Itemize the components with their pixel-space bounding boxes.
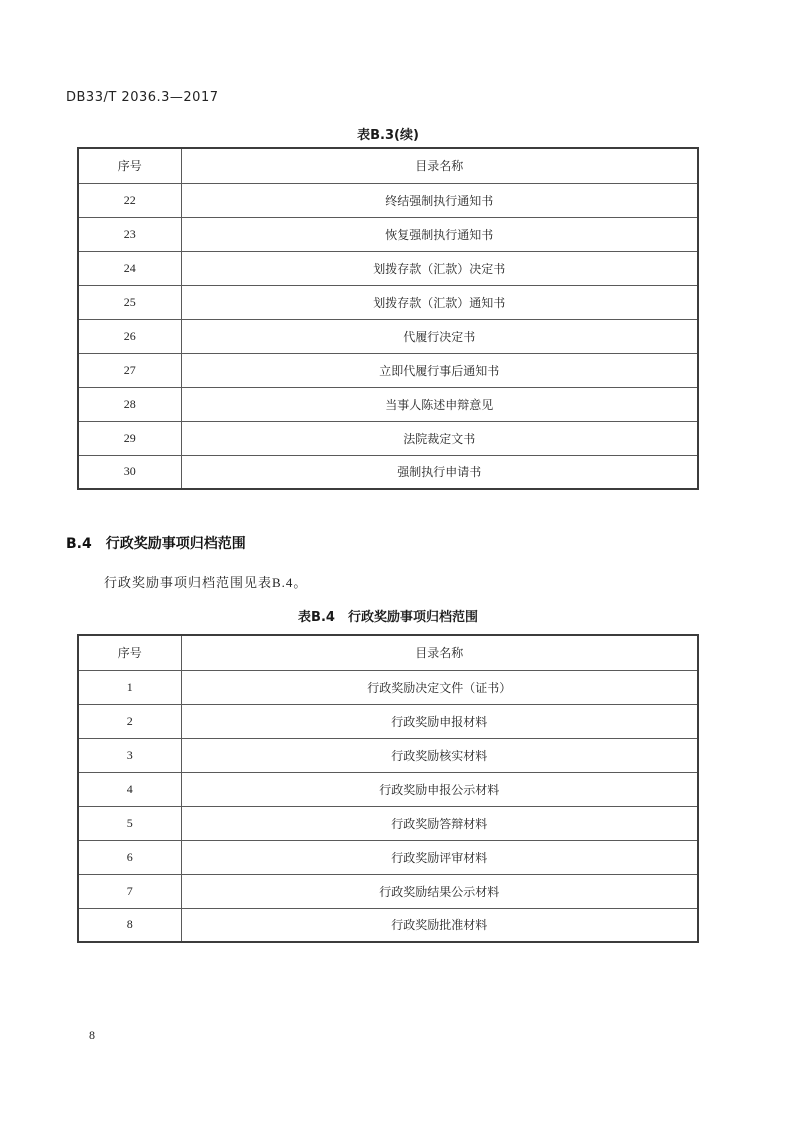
row-name-cell: 强制执行申请书	[181, 455, 698, 489]
row-name-cell: 行政奖励申报材料	[181, 704, 698, 738]
table-row	[78, 421, 698, 455]
table-row	[78, 806, 698, 840]
table-row	[78, 874, 698, 908]
document-code: DB33/T 2036.3—2017	[66, 90, 219, 105]
row-name-cell: 行政奖励结果公示材料	[181, 874, 698, 908]
row-name-cell: 行政奖励决定文件（证书）	[181, 670, 698, 704]
row-name-cell: 行政奖励申报公示材料	[181, 772, 698, 806]
table-b4	[77, 634, 699, 943]
table-row	[78, 285, 698, 319]
row-name-cell: 行政奖励评审材料	[181, 840, 698, 874]
row-number-cell: 3	[78, 738, 181, 772]
table-b3	[77, 147, 699, 490]
table-row	[78, 772, 698, 806]
row-name-cell: 立即代履行事后通知书	[181, 353, 698, 387]
row-name-cell: 恢复强制执行通知书	[181, 217, 698, 251]
row-number-cell: 24	[78, 251, 181, 285]
row-name-cell: 行政奖励批准材料	[181, 908, 698, 942]
row-number-cell: 5	[78, 806, 181, 840]
section-b4-paragraph: 行政奖励事项归档范围见表B.4。	[104, 575, 308, 590]
row-number-cell: 6	[78, 840, 181, 874]
table-header-row	[78, 635, 698, 670]
table-row	[78, 670, 698, 704]
row-number-cell: 8	[78, 908, 181, 942]
row-number-cell: 7	[78, 874, 181, 908]
table-row	[78, 353, 698, 387]
table-b4-title: 表B.4 行政奖励事项归档范围	[298, 610, 478, 625]
row-name-cell: 划拨存款（汇款）决定书	[181, 251, 698, 285]
row-number-cell: 30	[78, 455, 181, 489]
row-name-cell: 法院裁定文书	[181, 421, 698, 455]
section-b4-heading	[66, 533, 246, 553]
row-name-cell: 行政奖励核实材料	[181, 738, 698, 772]
section-b4-heading-text: 行政奖励事项归档范围	[105, 536, 246, 552]
row-number-cell: 25	[78, 285, 181, 319]
row-name-cell: 当事人陈述申辩意见	[181, 387, 698, 421]
row-name-cell: 代履行决定书	[181, 319, 698, 353]
table-row	[78, 387, 698, 421]
row-number-cell: 27	[78, 353, 181, 387]
row-name-cell: 划拨存款（汇款）通知书	[181, 285, 698, 319]
table-header-row	[78, 148, 698, 183]
row-number-cell: 1	[78, 670, 181, 704]
table-row	[78, 455, 698, 489]
column-header-name: 目录名称	[181, 148, 698, 183]
row-number-cell: 23	[78, 217, 181, 251]
table-row	[78, 319, 698, 353]
row-number-cell: 28	[78, 387, 181, 421]
column-header-number: 序号	[78, 148, 181, 183]
page-number: 8	[89, 1028, 95, 1042]
column-header-name: 目录名称	[181, 635, 698, 670]
table-row	[78, 738, 698, 772]
row-number-cell: 26	[78, 319, 181, 353]
table-row	[78, 908, 698, 942]
row-name-cell: 终结强制执行通知书	[181, 183, 698, 217]
table-row	[78, 183, 698, 217]
row-name-cell: 行政奖励答辩材料	[181, 806, 698, 840]
section-b4-number: B.4	[66, 536, 92, 552]
table-row	[78, 251, 698, 285]
row-number-cell: 2	[78, 704, 181, 738]
table-row	[78, 840, 698, 874]
row-number-cell: 22	[78, 183, 181, 217]
row-number-cell: 4	[78, 772, 181, 806]
table-row	[78, 704, 698, 738]
row-number-cell: 29	[78, 421, 181, 455]
table-b3-title: 表B.3(续)	[357, 128, 419, 143]
table-row	[78, 217, 698, 251]
column-header-number: 序号	[78, 635, 181, 670]
